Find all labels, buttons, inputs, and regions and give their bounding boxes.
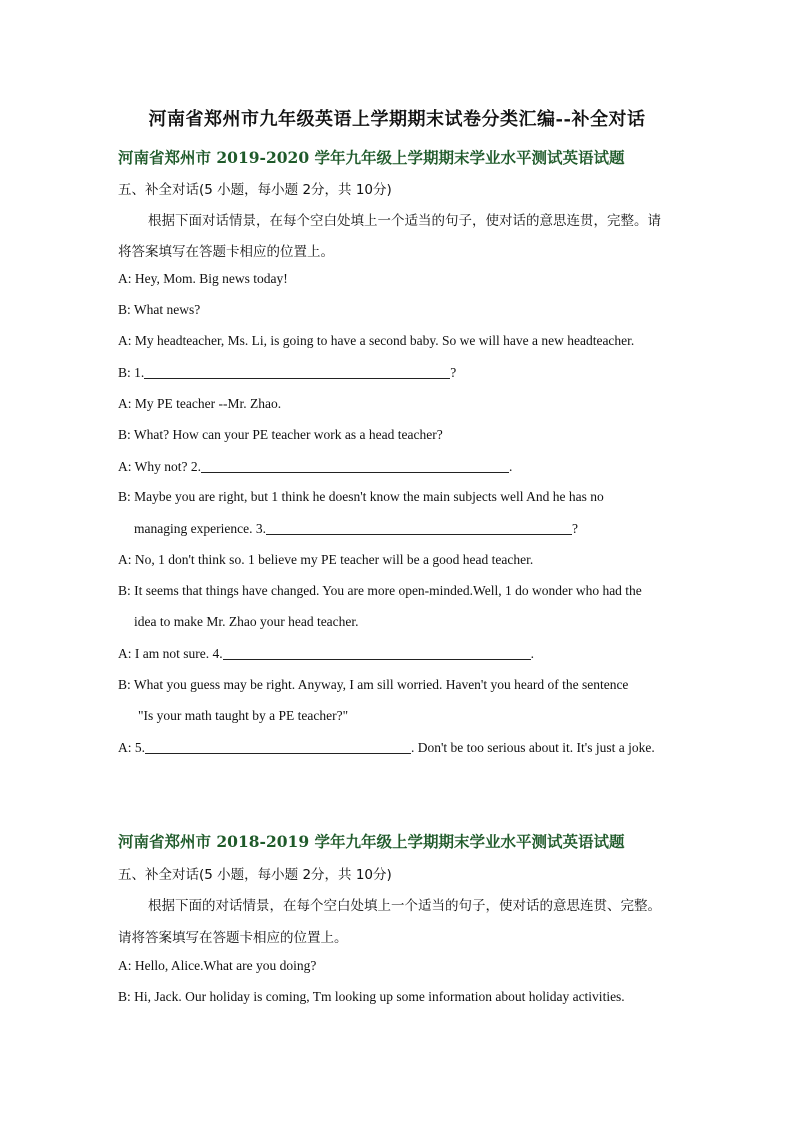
dialogue-line: B: Maybe you are right, but 1 think he doesn't know the main subjects well And he has no: [118, 489, 604, 504]
dialogue-text: .: [509, 459, 513, 474]
dialogue-line: A: No, 1 don't think so. 1 believe my PE teacher will be a good head teacher.: [118, 552, 534, 567]
dialogue-line: [134, 520, 578, 537]
dialogue-line: A: Hey, Mom. Big news today!: [118, 271, 288, 286]
answer-blank-5[interactable]: [145, 739, 411, 754]
dialogue-line: B: What news?: [118, 302, 201, 317]
part-label: 五、补全对话(5 小题，每小题 2分，共 10分): [118, 867, 392, 883]
dialogue-text: A: Why not? 2.: [118, 459, 201, 474]
dialogue-line: A: My headteacher, Ms. Li, is going to have a second baby. So we will have a new headteacher.: [118, 333, 635, 348]
instruction-text: 请将答案填写在答题卡相应的位置上。: [118, 930, 348, 946]
section-heading: 河南省郑州市 2019-2020 学年九年级上学期期末学业水平测试英语试题: [118, 148, 625, 167]
answer-blank-2[interactable]: [201, 458, 509, 473]
dialogue-line: B: It seems that things have changed. You are more open-minded.Well, 1 do wonder who had the: [118, 583, 642, 598]
instruction-text: 根据下面对话情景，在每个空白处填上一个适当的句子，使对话的意思连贯，完整。请: [148, 213, 661, 229]
dialogue-line: B: What? How can your PE teacher work as a head teacher?: [118, 427, 443, 442]
dialogue-line: "Is your math taught by a PE teacher?": [138, 708, 349, 723]
dialogue-line: [118, 458, 512, 475]
answer-blank-4[interactable]: [223, 645, 531, 660]
dialogue-line: [118, 739, 655, 756]
dialogue-text: . Don't be too serious about it. It's just a joke.: [411, 740, 655, 755]
dialogue-line: idea to make Mr. Zhao your head teacher.: [134, 614, 359, 629]
dialogue-text: ?: [450, 365, 457, 380]
instruction-text: 将答案填写在答题卡相应的位置上。: [118, 244, 334, 260]
dialogue-line: A: My PE teacher --Mr. Zhao.: [118, 396, 282, 411]
dialogue-text: B: 1.: [118, 365, 145, 380]
dialogue-line: A: Hello, Alice.What are you doing?: [118, 958, 317, 973]
dialogue-text: ?: [571, 521, 578, 536]
section-heading: 河南省郑州市 2018-2019 学年九年级上学期期末学业水平测试英语试题: [118, 832, 625, 851]
dialogue-line: [118, 645, 534, 662]
part-label: 五、补全对话(5 小题，每小题 2分，共 10分): [118, 182, 392, 198]
dialogue-line: B: What you guess may be right. Anyway, I am sill worried. Haven't you heard of the sentence: [118, 677, 629, 692]
dialogue-line: [118, 364, 456, 381]
dialogue-text: .: [530, 646, 534, 661]
dialogue-text: managing experience. 3.: [134, 521, 266, 536]
dialogue-text: A: 5.: [118, 740, 145, 755]
instruction-text: 根据下面的对话情景，在每个空白处填上一个适当的句子，使对话的意思连贯、完整。: [148, 898, 661, 914]
document-title: 河南省郑州市九年级英语上学期期末试卷分类汇编--补全对话: [148, 109, 646, 130]
answer-blank-1[interactable]: [144, 364, 450, 379]
answer-blank-3[interactable]: [266, 520, 572, 535]
dialogue-text: A: I am not sure. 4.: [118, 646, 223, 661]
dialogue-line: B: Hi, Jack. Our holiday is coming, Tm looking up some information about holiday activities.: [118, 989, 625, 1004]
